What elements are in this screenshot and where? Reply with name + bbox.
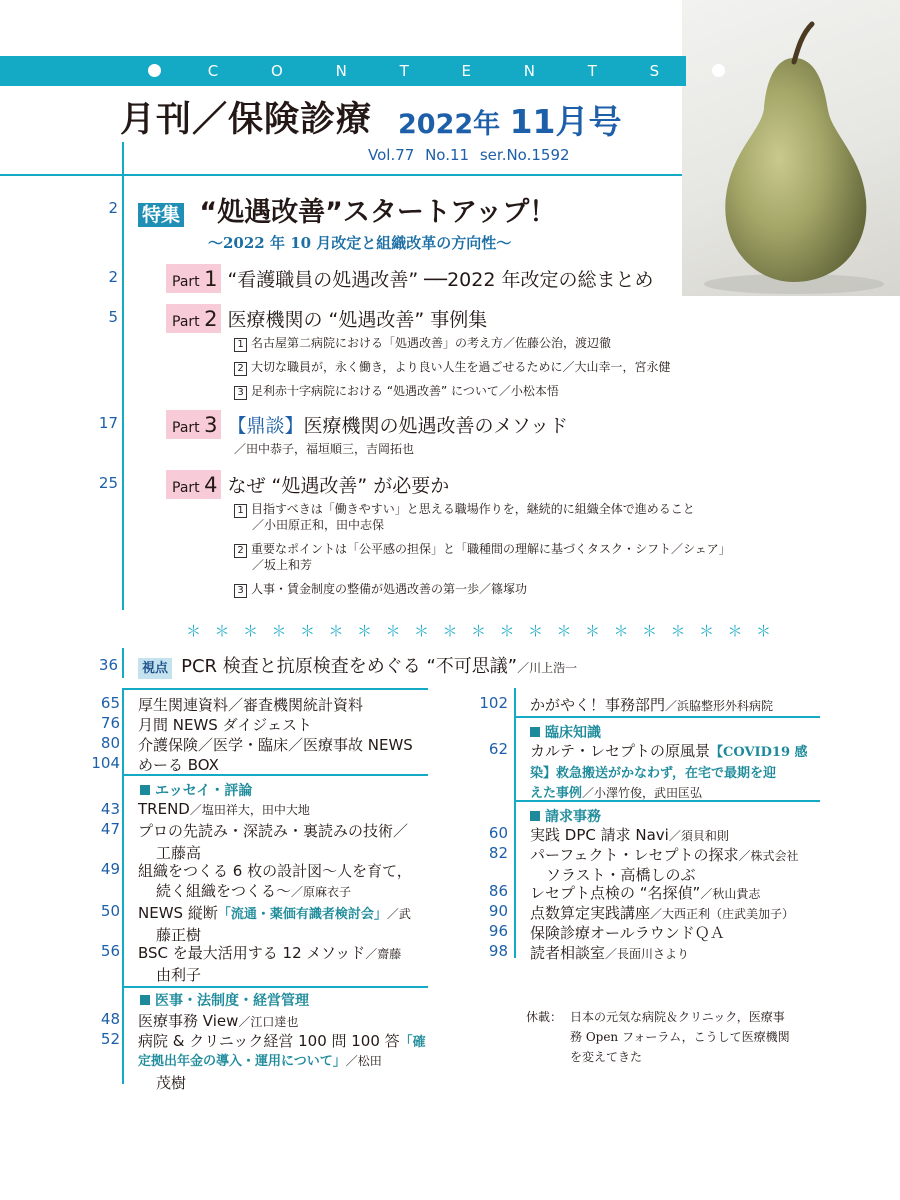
shiten-title: PCR 検査と抗原検査をめぐる “不可思議” <box>181 656 518 677</box>
page-number: 25 <box>98 474 118 492</box>
square-bullet-icon <box>530 811 540 821</box>
list-item <box>234 358 671 376</box>
item-title-row <box>138 1030 426 1051</box>
item-title-cont: 続く組織をつくる〜 <box>156 882 292 900</box>
section-heading <box>140 780 252 800</box>
section-heading <box>530 806 601 826</box>
item-number: 1 <box>234 504 247 518</box>
part-badge <box>166 304 221 333</box>
item-author: ／篠塚功 <box>479 582 528 596</box>
page-number: 36 <box>98 656 118 674</box>
item-author: ／小澤竹俊，武田匡弘 <box>582 786 703 800</box>
part-row <box>166 304 487 333</box>
item-title-row <box>530 844 799 865</box>
issue-month: 11月号 <box>509 102 622 141</box>
section-heading-text: 請求事務 <box>545 809 601 825</box>
part-title-text: 医療機関の処遇改善のメソッド <box>303 415 568 437</box>
shiten-badge: 視点 <box>138 658 172 679</box>
part-label: Part <box>172 420 200 436</box>
part-number: 1 <box>204 267 218 291</box>
part-title-bracket: 【鼎談】 <box>227 415 304 437</box>
part-label: Part <box>172 314 200 330</box>
part-badge <box>166 470 221 499</box>
item-title-row <box>530 942 689 963</box>
horizontal-rule <box>514 716 820 718</box>
item-author: ／佐藤公治，渡辺徹 <box>503 336 612 350</box>
square-bullet-icon <box>530 727 540 737</box>
item-author: ／江口達也 <box>238 1015 299 1029</box>
part-title: 医療機関の “処遇改善” 事例集 <box>227 309 488 331</box>
page-number: 52 <box>100 1030 120 1048</box>
item-title: NEWS 縦断 <box>138 904 218 922</box>
item-title: 目指すべきは「働きやすい」と思える職場作りを，継続的に組織全体で進めること <box>251 502 695 516</box>
item-title: めーる BOX <box>138 756 219 774</box>
item-title-line2 <box>156 880 351 901</box>
list-item <box>234 580 527 598</box>
item-title-row <box>530 824 729 845</box>
item-author: ソラスト・高橋しのぶ <box>546 866 696 884</box>
item-title: 厚生関連資料／審査機関統計資料 <box>138 696 364 714</box>
part-title <box>227 411 568 438</box>
page-number: 48 <box>100 1010 120 1028</box>
suspension-line: を変えてきた <box>570 1050 643 1064</box>
serial-number: ser.No.1592 <box>479 146 570 164</box>
part-number: 4 <box>204 473 218 497</box>
feature-badge: 特集 <box>138 203 184 227</box>
item-title: 読者相談室 <box>530 944 606 962</box>
item-title: プロの先読み・深読み・裏読みの技術／ <box>138 822 409 840</box>
page-number: 65 <box>100 694 120 712</box>
page-number: 56 <box>100 942 120 960</box>
part-row <box>166 264 653 293</box>
item-title-row <box>138 942 401 963</box>
item-author: ／大西正利（庄武美加子） <box>650 907 795 921</box>
part-row <box>166 470 449 499</box>
part-number: 2 <box>204 307 218 331</box>
feature-title-row <box>138 190 556 229</box>
page-number: 62 <box>488 740 508 758</box>
item-title: 足利赤十字病院における “処遇改善” について <box>251 384 499 398</box>
section-heading <box>530 722 601 742</box>
item-author: ／塩田祥大，田中大地 <box>189 803 310 817</box>
part-author: ／田中恭子，福垣順三，吉岡拓也 <box>234 442 415 456</box>
magazine-title: 月刊／保険診療 <box>120 100 373 140</box>
page-number: 80 <box>100 734 120 752</box>
item-title: 月間 NEWS ダイジェスト <box>138 716 312 734</box>
suspension-line: 務 Open フォーラム，こうして医療機関 <box>570 1030 790 1044</box>
item-title-line3 <box>530 782 702 801</box>
square-bullet-icon <box>140 995 150 1005</box>
square-bullet-icon <box>140 785 150 795</box>
feature-title: “処遇改善”スタートアップ！ <box>199 197 557 228</box>
item-highlight: 染】救急搬送がかなわず，在宅で最期を迎 <box>530 766 776 781</box>
section-heading-text: 医事・法制度・経営管理 <box>155 993 309 1009</box>
section-heading-text: 臨床知識 <box>545 725 601 741</box>
item-author: ／松田 <box>345 1054 382 1068</box>
item-title: 組織をつくる 6 枚の設計図〜人を育て， <box>138 862 412 880</box>
item-title-row <box>530 740 808 761</box>
vertical-rule <box>122 688 124 1084</box>
item-author: ／長面川さより <box>605 947 690 961</box>
page-number: 104 <box>91 754 120 772</box>
item-title: 人事・賃金制度の整備が処遇改善の第一歩 <box>251 582 480 596</box>
item-title: パーフェクト・レセプトの探求 <box>530 846 739 864</box>
item-number: 1 <box>234 338 247 352</box>
item-highlight: 定拠出年金の導入・運用について」 <box>138 1054 346 1069</box>
vertical-rule <box>122 648 124 678</box>
page-number: 76 <box>100 714 120 732</box>
page-number: 2 <box>108 268 118 286</box>
part-label: Part <box>172 480 200 496</box>
item-author: ／武 <box>386 907 411 921</box>
horizontal-rule <box>122 986 428 988</box>
item-title: TREND <box>138 800 190 818</box>
section-heading-text: エッセイ・評論 <box>155 783 253 799</box>
item-title-row <box>138 1010 298 1031</box>
part-row <box>166 410 568 439</box>
part-number: 3 <box>204 413 218 437</box>
item-author: ／齋藤 <box>365 947 402 961</box>
shiten-row <box>138 652 577 678</box>
page-number: 86 <box>488 882 508 900</box>
item-title-row <box>138 902 411 923</box>
horizontal-rule <box>0 174 682 176</box>
page-number: 82 <box>488 844 508 862</box>
item-title: かがやく！事務部門 <box>530 696 666 714</box>
item-author: ／須貝和則 <box>668 829 729 843</box>
item-author: 藤正樹 <box>156 926 202 944</box>
item-title: 実践 DPC 請求 Navi <box>530 826 669 844</box>
volume-line <box>368 146 570 164</box>
item-title: 医療事務 View <box>138 1012 239 1030</box>
item-highlight: えた事例 <box>530 786 583 801</box>
item-author: 茂樹 <box>156 1074 187 1092</box>
item-author: ／浜脇整形外科病院 <box>665 699 774 713</box>
part-badge <box>166 410 221 439</box>
volume: Vol.77 <box>368 146 415 164</box>
item-author: 工藤高 <box>156 844 202 862</box>
item-number: 2 <box>234 362 247 376</box>
part-label: Part <box>172 274 200 290</box>
issue-year: 2022年 <box>398 109 501 140</box>
vertical-rule <box>122 142 124 610</box>
page-number: 17 <box>98 414 118 432</box>
horizontal-rule <box>122 688 428 690</box>
issue-date <box>398 96 622 143</box>
item-author: ／原麻衣子 <box>291 885 352 899</box>
part-title: “看護職員の処遇改善” ──2022 年改定の総まとめ <box>227 269 654 291</box>
item-author: 由利子 <box>156 966 202 984</box>
vertical-rule <box>514 688 516 958</box>
shiten-author: ／川上浩一 <box>517 661 578 675</box>
item-title-row <box>530 694 773 715</box>
page-number: 102 <box>479 694 508 712</box>
page-number: 60 <box>488 824 508 842</box>
star-divider: ＊＊＊＊＊＊＊＊＊＊＊＊＊＊＊＊＊＊＊＊＊ <box>186 622 785 640</box>
page-number: 43 <box>100 800 120 818</box>
item-title: 点数算定実践講座 <box>530 904 651 922</box>
item-title: 大切な職員が，永く働き，より良い人生を過ごせるために <box>251 360 563 374</box>
page-number: 47 <box>100 820 120 838</box>
item-author: ／小田原正和，田中志保 <box>252 518 385 532</box>
item-number: 3 <box>234 386 247 400</box>
item-title: レセプト点検の “名探偵” <box>530 884 701 902</box>
item-title: 保険診療オールラウンドＱＡ <box>530 924 725 942</box>
item-title-row <box>530 882 760 903</box>
part-badge <box>166 264 221 293</box>
item-author: ／株式会社 <box>738 849 799 863</box>
dot-icon <box>148 64 161 77</box>
item-number: 3 <box>234 584 247 598</box>
item-title-line2 <box>138 1050 382 1069</box>
page-number: 90 <box>488 902 508 920</box>
item-title: BSC を最大活用する 12 メソッド <box>138 944 366 962</box>
item-highlight: 【COVID19 感 <box>710 745 808 760</box>
item-author: ／秋山貴志 <box>700 887 761 901</box>
page-number: 49 <box>100 860 120 878</box>
item-author: ／小松本悟 <box>498 384 559 398</box>
page-number: 96 <box>488 922 508 940</box>
page-number: 5 <box>108 308 118 326</box>
item-title: 重要なポイントは「公平感の担保」と「職種間の理解に基づくタスク・シフト／シェア」 <box>251 542 731 556</box>
pear-illustration <box>682 0 900 296</box>
list-item <box>234 334 611 352</box>
suspension-label: 休載： <box>526 1010 563 1024</box>
part-title: なぜ “処遇改善” が必要か <box>227 475 450 497</box>
item-title-row <box>138 800 310 818</box>
item-highlight: 「確 <box>399 1035 426 1050</box>
dot-icon <box>712 64 725 77</box>
contents-label: C O N T E N T S <box>207 62 684 80</box>
pear-photo <box>682 0 900 296</box>
feature-subtitle: 〜2022 年 10 月改定と組織改革の方向性〜 <box>208 234 512 252</box>
item-title: 名古屋第二病院における「処遇改善」の考え方 <box>251 336 504 350</box>
list-item <box>234 382 559 400</box>
page-number: 2 <box>108 199 118 217</box>
item-highlight: 「流通・薬価有識者検討会」 <box>217 907 387 922</box>
page-number: 98 <box>488 942 508 960</box>
page-number: 50 <box>100 902 120 920</box>
item-title: 病院 & クリニック経営 100 問 100 答 <box>138 1032 400 1050</box>
item-author: ／坂上和芳 <box>252 558 313 572</box>
item-title: 介護保険／医学・臨床／医療事故 NEWS <box>138 736 413 754</box>
item-title-row <box>530 902 794 923</box>
section-heading <box>140 990 309 1010</box>
contents-label-row <box>0 56 686 86</box>
item-author: ／大山幸一，宮永健 <box>562 360 671 374</box>
number: No.11 <box>425 146 470 164</box>
item-number: 2 <box>234 544 247 558</box>
suspension-line: 日本の元気な病院＆クリニック，医療事 <box>570 1010 785 1024</box>
item-title: カルテ・レセプトの原風景 <box>530 742 711 760</box>
